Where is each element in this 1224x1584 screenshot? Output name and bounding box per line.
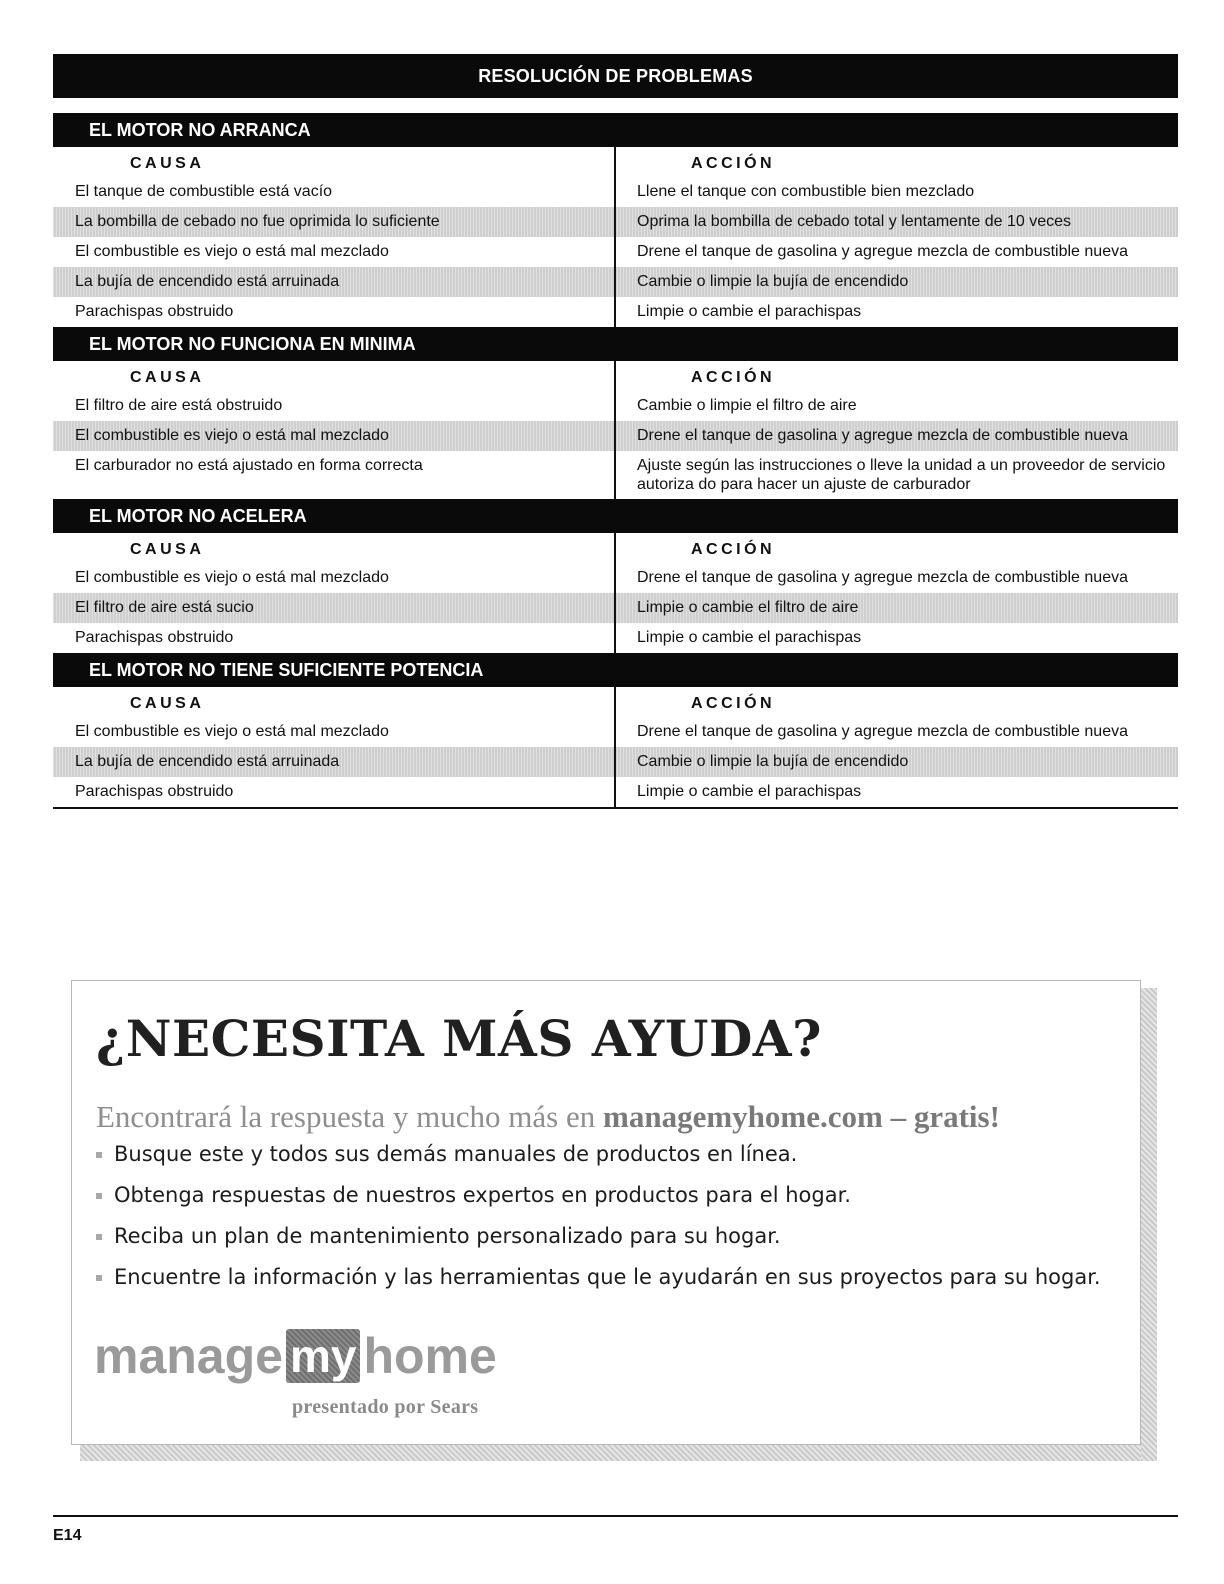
- help-list-text: Encuentre la información y las herramientas que le ayudarán en sus proyectos para su hogar.: [114, 1264, 1101, 1289]
- column-headers: [53, 147, 1178, 177]
- action-column-header: ACCIÓN: [691, 695, 776, 712]
- table-row: [53, 237, 1178, 267]
- bullet-icon: [96, 1275, 102, 1281]
- table-row: [53, 717, 1178, 747]
- table-row: [53, 391, 1178, 421]
- table-row: [53, 207, 1178, 237]
- help-list-text: Obtenga respuestas de nuestros expertos en productos para el hogar.: [114, 1182, 851, 1207]
- cause-cell: El filtro de aire está obstruido: [53, 391, 616, 421]
- action-cell: Ajuste según las instrucciones o lleve la unidad a un proveedor de servicio autoriza do para hacer un ajuste de carburador: [637, 457, 1166, 493]
- cause-cell: Parachispas obstruido: [53, 297, 616, 327]
- help-heading: ¿NECESITA MÁS AYUDA?: [96, 1009, 822, 1068]
- section-header: EL MOTOR NO ACELERA: [53, 499, 1178, 533]
- cause-cell: El combustible es viejo o está mal mezclado: [53, 563, 616, 593]
- table-row: [53, 593, 1178, 623]
- help-list-item: [96, 1215, 1101, 1256]
- bullet-icon: [96, 1193, 102, 1199]
- table-row: [53, 623, 1178, 653]
- table-row: [53, 421, 1178, 451]
- bullet-icon: [96, 1234, 102, 1240]
- table-row: [53, 267, 1178, 297]
- table-row: [53, 451, 1178, 499]
- help-subheading-prefix: Encontrará la respuesta y mucho más en: [96, 1099, 604, 1134]
- section-header: EL MOTOR NO TIENE SUFICIENTE POTENCIA: [53, 653, 1178, 687]
- logo-manage: manage: [94, 1328, 283, 1384]
- cause-cell: El combustible es viejo o está mal mezclado: [53, 237, 616, 267]
- action-cell: Limpie o cambie el parachispas: [637, 783, 862, 800]
- logo-tagline: presentado por Sears: [292, 1396, 479, 1418]
- cause-column-header: CAUSA: [53, 533, 616, 563]
- troubleshooting-table: [53, 113, 1178, 809]
- help-site-link: managemyhome.com – gratis!: [603, 1099, 1000, 1134]
- logo-home: home: [363, 1328, 497, 1384]
- page-title: RESOLUCIÓN DE PROBLEMAS: [53, 54, 1178, 98]
- help-list-item: [96, 1256, 1101, 1297]
- action-cell: Drene el tanque de gasolina y agregue mezcla de combustible nueva: [637, 243, 1128, 260]
- table-row: [53, 747, 1178, 777]
- action-column-header: ACCIÓN: [691, 155, 776, 172]
- page-number: E14: [53, 1527, 82, 1544]
- cause-cell: El combustible es viejo o está mal mezclado: [53, 421, 616, 451]
- action-cell: Drene el tanque de gasolina y agregue mezcla de combustible nueva: [637, 427, 1128, 444]
- action-cell: Cambie o limpie la bujía de encendido: [637, 273, 909, 290]
- table-row: [53, 177, 1178, 207]
- cause-column-header: CAUSA: [53, 361, 616, 391]
- help-box-shadow: [1141, 988, 1157, 1461]
- help-list-item: [96, 1174, 1101, 1215]
- help-subheading: [96, 1099, 1000, 1135]
- footer-rule: [53, 1515, 1178, 1517]
- managemyhome-logo: [94, 1326, 497, 1386]
- cause-column-header: CAUSA: [53, 147, 616, 177]
- action-cell: Limpie o cambie el parachispas: [637, 629, 862, 646]
- cause-cell: El combustible es viejo o está mal mezclado: [53, 717, 616, 747]
- cause-cell: Parachispas obstruido: [53, 623, 616, 653]
- table-row: [53, 297, 1178, 327]
- action-cell: Limpie o cambie el filtro de aire: [637, 599, 859, 616]
- action-cell: Drene el tanque de gasolina y agregue mezcla de combustible nueva: [637, 569, 1128, 586]
- cause-cell: Parachispas obstruido: [53, 777, 616, 807]
- section-header: EL MOTOR NO ARRANCA: [53, 113, 1178, 147]
- action-cell: Drene el tanque de gasolina y agregue mezcla de combustible nueva: [637, 723, 1128, 740]
- action-cell: Llene el tanque con combustible bien mezclado: [637, 183, 975, 200]
- cause-cell: El tanque de combustible está vacío: [53, 177, 616, 207]
- action-column-header: ACCIÓN: [691, 369, 776, 386]
- help-list-text: Reciba un plan de mantenimiento personalizado para su hogar.: [114, 1223, 781, 1248]
- action-cell: Limpie o cambie el parachispas: [637, 303, 862, 320]
- help-list-text: Busque este y todos sus demás manuales de productos en línea.: [114, 1141, 798, 1166]
- cause-cell: El filtro de aire está sucio: [53, 593, 616, 623]
- action-cell: Cambie o limpie el filtro de aire: [637, 397, 857, 414]
- cause-cell: La bujía de encendido está arruinada: [53, 747, 616, 777]
- column-headers: [53, 361, 1178, 391]
- cause-cell: El carburador no está ajustado en forma correcta: [53, 451, 616, 499]
- section-header: EL MOTOR NO FUNCIONA EN MINIMA: [53, 327, 1178, 361]
- action-cell: Cambie o limpie la bujía de encendido: [637, 753, 909, 770]
- table-row: [53, 777, 1178, 807]
- logo-my-badge: my: [286, 1329, 360, 1383]
- cause-cell: La bujía de encendido está arruinada: [53, 267, 616, 297]
- help-box-shadow: [80, 1445, 1141, 1461]
- cause-column-header: CAUSA: [53, 687, 616, 717]
- help-list-item: [96, 1133, 1101, 1174]
- column-headers: [53, 687, 1178, 717]
- cause-cell: La bombilla de cebado no fue oprimida lo suficiente: [53, 207, 616, 237]
- help-box: [71, 980, 1141, 1445]
- action-column-header: ACCIÓN: [691, 541, 776, 558]
- action-cell: Oprima la bombilla de cebado total y lentamente de 10 veces: [637, 213, 1072, 230]
- column-headers: [53, 533, 1178, 563]
- bullet-icon: [96, 1152, 102, 1158]
- help-list: [96, 1131, 1101, 1297]
- table-row: [53, 563, 1178, 593]
